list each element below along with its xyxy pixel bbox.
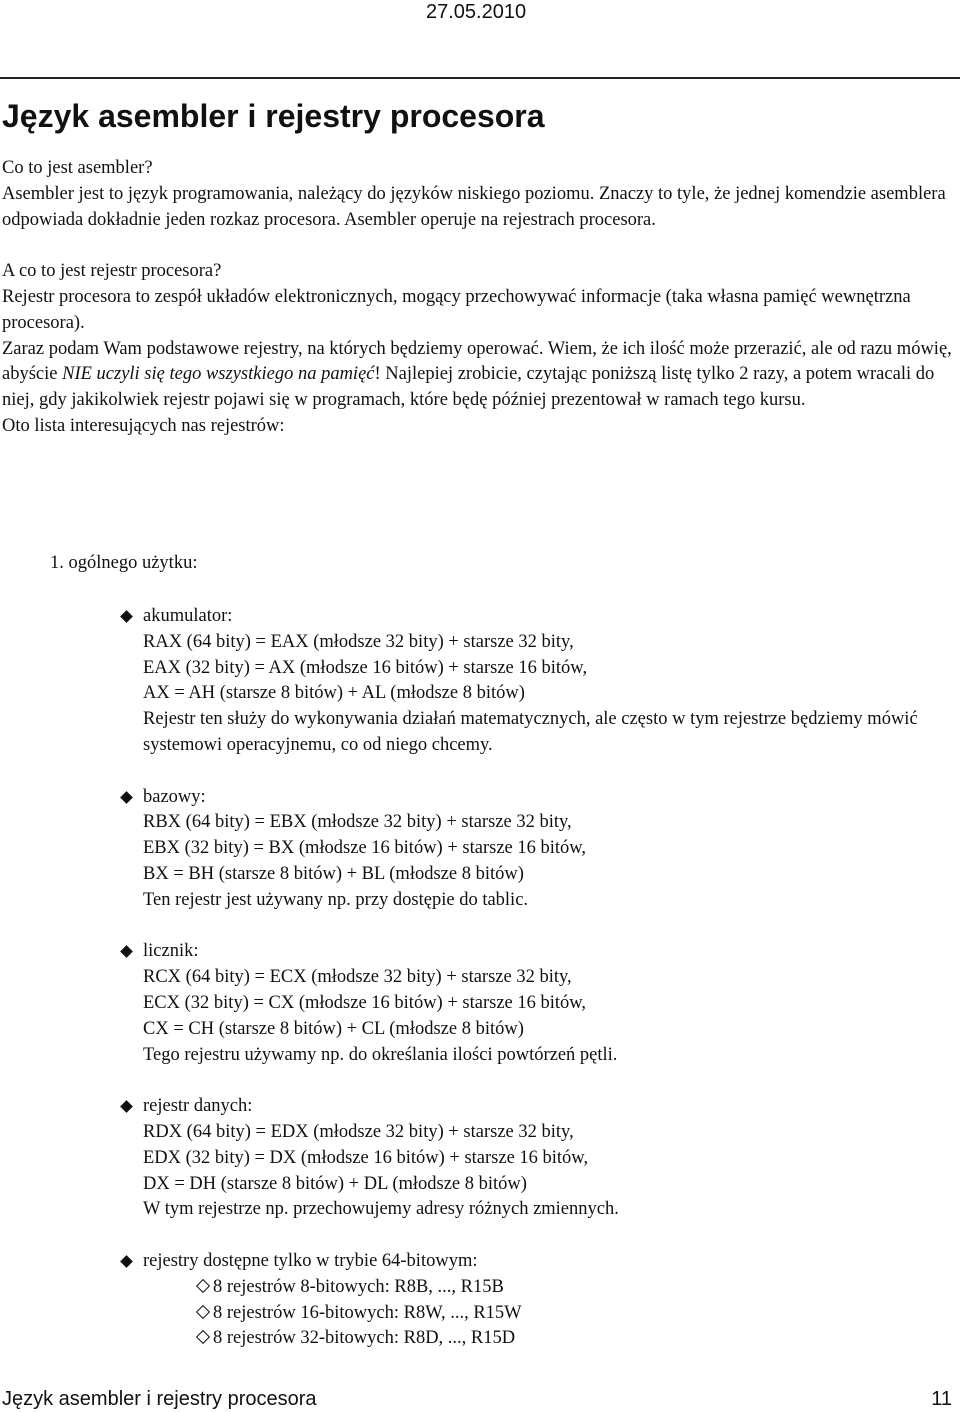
item-description: Tego rejestru używamy np. do określania ilości powtórzeń pętli. <box>143 1044 618 1065</box>
subitem <box>143 1326 940 1352</box>
list-item-64bit-registers <box>120 1249 940 1352</box>
item-line: ECX (32 bity) = CX (młodsze 16 bitów) + starsze 16 bitów, <box>143 992 587 1013</box>
question-what-is-register: A co to jest rejestr procesora? <box>2 261 222 282</box>
subitem-text: 8 rejestrów 16-bitowych: R8W, ..., R15W <box>213 1302 522 1323</box>
item-line: EAX (32 bity) = AX (młodsze 16 bitów) + starsze 16 bitów, <box>143 657 588 678</box>
item-line: DX = DH (starsze 8 bitów) + DL (młodsze 8 bitów) <box>143 1173 527 1194</box>
header-rule <box>0 77 960 79</box>
filled-diamond-bullet-icon <box>120 1255 133 1268</box>
hollow-diamond-bullet-icon <box>196 1304 210 1318</box>
item-line: RCX (64 bity) = ECX (młodsze 32 bity) + starsze 32 bity, <box>143 967 572 988</box>
item-line: CX = CH (starsze 8 bitów) + CL (młodsze 8 bitów) <box>143 1018 524 1039</box>
hollow-diamond-bullet-icon <box>196 1279 210 1293</box>
list-heading: 1. ogólnego użytku: <box>50 553 198 573</box>
item-description: W tym rejestrze np. przechowujemy adresy różnych zmiennych. <box>143 1199 619 1220</box>
intro-paragraph-italic: NIE uczyli się tego wszystkiego na pamięć <box>62 364 375 385</box>
page-title: Język asembler i rejestry procesora <box>2 98 545 134</box>
item-description: Rejestr ten służy do wykonywania działań matematycznych, ale często w tym rejestrze będziemy mówić systemowi operacyjnemu, co od niego chcemy. <box>143 709 918 755</box>
item-label: licznik: <box>143 941 199 962</box>
filled-diamond-bullet-icon <box>120 791 133 804</box>
item-line: RBX (64 bity) = EBX (młodsze 32 bity) + starsze 32 bity, <box>143 812 572 833</box>
item-line: EBX (32 bity) = BX (młodsze 16 bitów) + starsze 16 bitów, <box>143 838 587 859</box>
item-description: Ten rejestr jest używany np. przy dostępie do tablic. <box>143 889 529 910</box>
subitem-text: 8 rejestrów 8-bitowych: R8B, ..., R15B <box>213 1276 504 1297</box>
item-label: rejestry dostępne tylko w trybie 64-bitowym: <box>143 1250 478 1271</box>
subitem-text: 8 rejestrów 32-bitowych: R8D, ..., R15D <box>213 1328 516 1349</box>
intro-paragraph <box>2 337 958 414</box>
filled-diamond-bullet-icon <box>120 610 133 623</box>
list-item-counter <box>120 939 940 1068</box>
intro-paragraph-end: ! Najlepiej zrobicie, czytając poniższą listę tylko 2 razy, a potem wracali do niej, gdy jakikolwiek rejestr pojawi się w programach, które będę później prezentował w ramach tego kursu. <box>2 364 935 411</box>
list-item-base <box>120 785 940 914</box>
filled-diamond-bullet-icon <box>120 945 133 958</box>
answer-what-is-register: Rejestr procesora to zespół układów elektronicznych, mogący przechowywać informacje (taka własna pamięć wewnętrzna procesora). <box>2 286 911 333</box>
item-label: bazowy: <box>143 786 206 807</box>
item-line: BX = BH (starsze 8 bitów) + BL (młodsze 8 bitów) <box>143 863 524 884</box>
hollow-diamond-bullet-icon <box>196 1330 210 1344</box>
answer-what-is-assembler: Asembler jest to język programowania, należący do języków niskiego poziomu. Znaczy to tyle, że jednej komendzie asemblera odpowiada dokładnie jeden rozkaz procesora. Asembler operuje na rejestrach procesora. <box>2 183 946 230</box>
filled-diamond-bullet-icon <box>120 1100 133 1113</box>
header-date: 27.05.2010 <box>426 1 527 23</box>
item-line: RDX (64 bity) = EDX (młodsze 32 bity) + starsze 32 bity, <box>143 1121 574 1142</box>
footer-title: Język asembler i rejestry procesora <box>2 1388 317 1410</box>
list-item-data-register <box>120 1094 940 1223</box>
item-label: akumulator: <box>143 606 233 626</box>
subitem <box>143 1301 940 1327</box>
item-line: EDX (32 bity) = DX (młodsze 16 bitów) + starsze 16 bitów, <box>143 1147 589 1168</box>
intro-paragraph-start: Zaraz podam Wam podstawowe rejestry, na których będziemy operować. Wiem, że ich ilość może przerazić, ale od razu mówię, abyście <box>2 338 952 385</box>
question-what-is-assembler: Co to jest asembler? <box>2 158 153 178</box>
register-list <box>120 604 940 1378</box>
list-intro: Oto lista interesujących nas rejestrów: <box>2 415 285 436</box>
item-line: AX = AH (starsze 8 bitów) + AL (młodsze 8 bitów) <box>143 683 525 704</box>
item-line: RAX (64 bity) = EAX (młodsze 32 bity) + starsze 32 bity, <box>143 631 574 652</box>
page-number: 11 <box>931 1388 952 1410</box>
subitem <box>143 1275 940 1301</box>
intro-section <box>2 156 958 440</box>
item-label: rejestr danych: <box>143 1096 253 1117</box>
list-item-accumulator <box>120 604 940 759</box>
